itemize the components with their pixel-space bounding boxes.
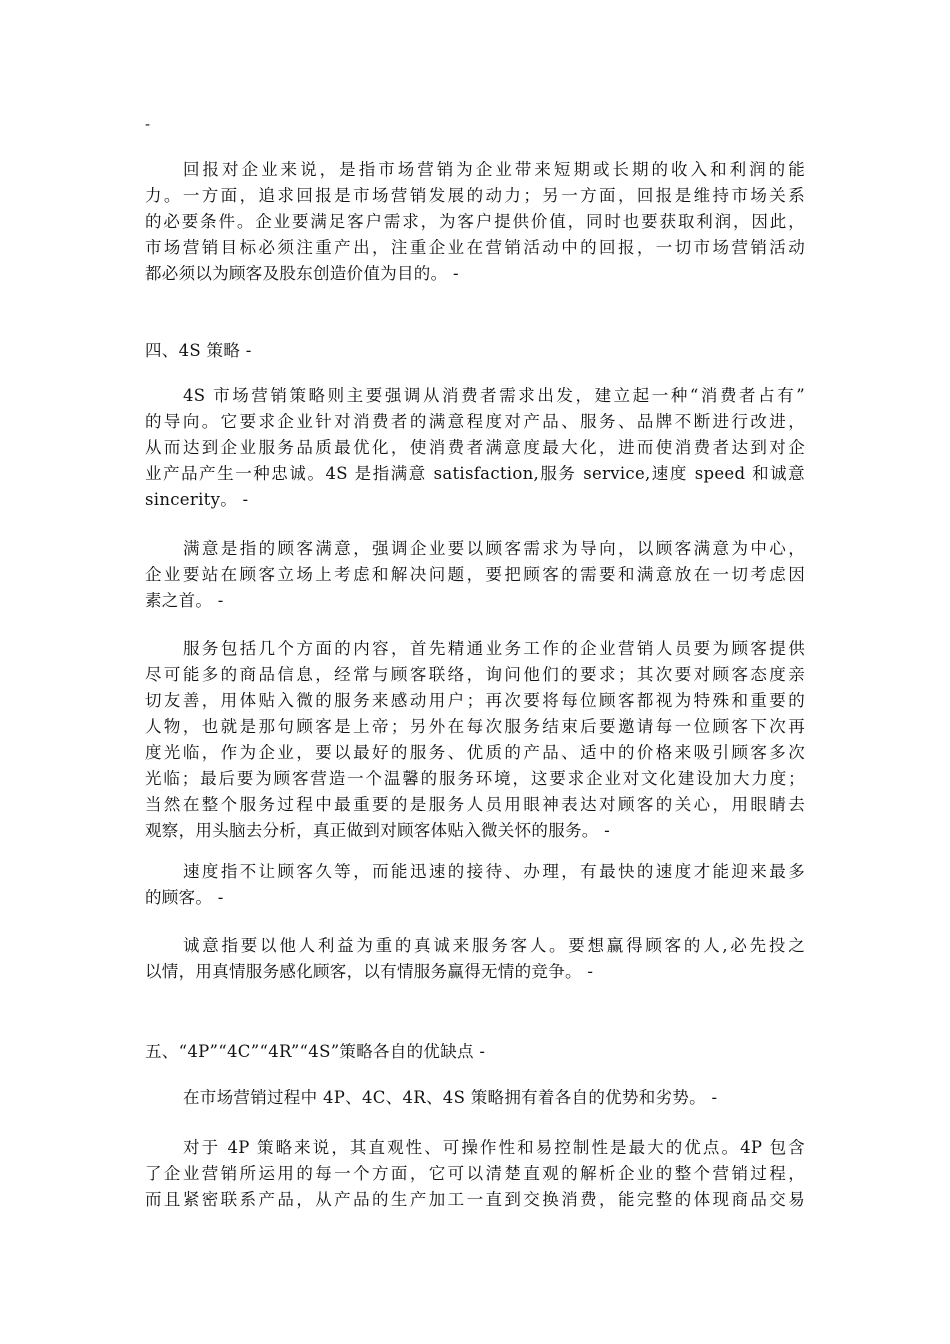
text-line: 度光临，作为企业，要以最好的服务、优质的产品、适中的价格来吸引顾客多次	[145, 743, 805, 762]
paragraph-sincerity	[145, 933, 805, 985]
heading-4s-strategy	[145, 338, 805, 364]
paragraph-satisfaction	[145, 536, 805, 614]
page-top-mark: -	[145, 115, 151, 133]
text-line: 力。一方面，追求回报是市场营销发展的动力；另一方面，回报是维持市场关系	[145, 186, 805, 205]
text-line: 尽可能多的商品信息，经常与顾客联络，询问他们的要求；其次要对顾客态度亲	[145, 665, 805, 684]
paragraph-4s-intro	[145, 383, 805, 513]
heading-line: 五、“4P”“4C”“4R”“4S”策略各自的优缺点 -	[145, 1042, 486, 1061]
text-line: 服务包括几个方面的内容，首先精通业务工作的企业营销人员要为顾客提供	[183, 639, 805, 658]
text-line: sincerity。 -	[145, 490, 249, 509]
text-line: 当然在整个服务过程中最重要的是服务人员用眼神表达对顾客的关心，用眼睛去	[145, 795, 805, 814]
text-line: 满意是指的顾客满意，强调企业要以顾客需求为导向，以顾客满意为中心，	[183, 539, 805, 558]
text-line: 的必要条件。企业要满足客户需求，为客户提供价值，同时也要获取利润，因此，	[145, 212, 805, 231]
text-line: 切友善，用体贴入微的服务来感动用户；再次要将每位顾客都视为特殊和重要的	[145, 691, 805, 710]
paragraph-speed	[145, 859, 805, 911]
text-line: 的顾客。 -	[145, 888, 224, 907]
text-line: 业产品产生一种忠诚。4S 是指满意 satisfaction,服务 service,速度 speed 和诚意	[145, 464, 805, 483]
text-line: 从而达到企业服务品质最优化，使消费者满意度最大化，进而使消费者达到对企	[145, 438, 805, 457]
text-line: 观察，用头脑去分析，真正做到对顾客体贴入微关怀的服务。 -	[145, 821, 611, 840]
text-line: 回报对企业来说，是指市场营销为企业带来短期或长期的收入和利润的能	[183, 160, 805, 179]
paragraph-comparison-intro	[145, 1085, 805, 1111]
text-line: 都必须以为顾客及股东创造价值为目的。 -	[145, 264, 459, 283]
text-line: 4S 市场营销策略则主要强调从消费者需求出发，建立起一种“消费者占有”	[183, 386, 805, 405]
text-line: 人物，也就是那句顾客是上帝；另外在每次服务结束后要邀请每一位顾客下次再	[145, 717, 805, 736]
text-line: 市场营销目标必须注重产出，注重企业在营销活动中的回报，一切市场营销活动	[145, 238, 805, 257]
heading-strategy-comparison	[145, 1039, 805, 1065]
text-line: 对于 4P 策略来说，其直观性、可操作性和易控制性是最大的优点。4P 包含	[183, 1138, 805, 1157]
paragraph-4p	[145, 1135, 805, 1213]
paragraph-service	[145, 636, 805, 844]
heading-line: 四、4S 策略 -	[145, 341, 252, 360]
text-line: 而且紧密联系产品，从产品的生产加工一直到交换消费，能完整的体现商品交易	[145, 1190, 805, 1209]
text-line: 素之首。 -	[145, 591, 224, 610]
text-line: 速度指不让顾客久等，而能迅速的接待、办理，有最快的速度才能迎来最多	[183, 862, 805, 881]
paragraph-return	[145, 157, 805, 287]
text-line: 光临；最后要为顾客营造一个温馨的服务环境，这要求企业对文化建设加大力度；	[145, 769, 805, 788]
text-line: 的导向。它要求企业针对消费者的满意程度对产品、服务、品牌不断进行改进，	[145, 412, 805, 431]
text-line: 以情，用真情服务感化顾客，以有情服务赢得无情的竞争。 -	[145, 962, 594, 981]
text-line: 了企业营销所运用的每一个方面，它可以清楚直观的解析企业的整个营销过程，	[145, 1164, 805, 1183]
text-line: 诚意指要以他人利益为重的真诚来服务客人。要想赢得顾客的人,必先投之	[183, 936, 805, 955]
text-line: 企业要站在顾客立场上考虑和解决问题，要把顾客的需要和满意放在一切考虑因	[145, 565, 805, 584]
text-line: 在市场营销过程中 4P、4C、4R、4S 策略拥有着各自的优势和劣势。 -	[183, 1088, 718, 1107]
